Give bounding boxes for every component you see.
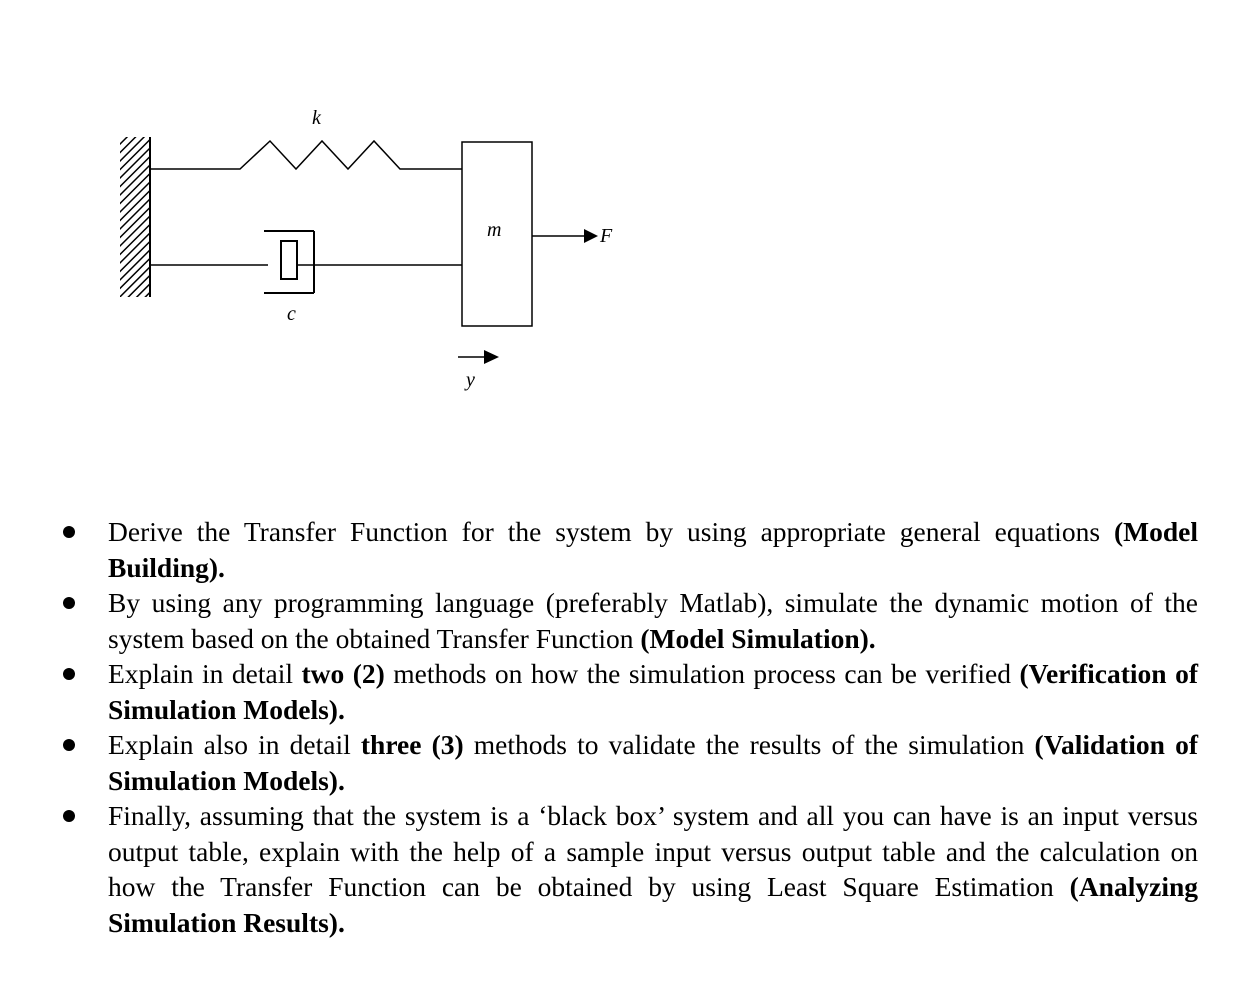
task-text: methods on how the simulation process can be verified — [384, 658, 1020, 689]
task-text: Derive the Transfer Function for the system by using appropriate general equations — [108, 516, 1114, 547]
task-text-bold: two (2) — [301, 658, 385, 689]
displacement-label: y — [466, 369, 475, 391]
fixed-wall — [120, 137, 150, 297]
task-text: By using any programming language (preferably Matlab), simulate the dynamic motion of the system based on the obtained Transfer Function — [108, 587, 1198, 654]
task-item — [58, 656, 1198, 727]
spring-label: k — [312, 107, 321, 129]
spring — [150, 141, 462, 169]
bullet-icon — [63, 668, 75, 680]
task-text-bold: three (3) — [360, 729, 464, 760]
task-text-bold: (Verification of Simulation Models). — [108, 658, 1198, 725]
task-text: Explain also in detail — [108, 729, 361, 760]
damper — [150, 231, 462, 293]
bullet-icon — [63, 739, 75, 751]
task-text: methods to validate the results of the simulation — [463, 729, 1035, 760]
task-text: Explain in detail — [108, 658, 302, 689]
task-text-bold: (Model Building). — [108, 516, 1198, 583]
displacement-arrow — [458, 350, 499, 364]
task-item — [58, 727, 1198, 798]
force-arrow — [532, 229, 598, 243]
task-text-bold: (Validation of Simulation Models). — [108, 729, 1198, 796]
bullet-icon — [63, 810, 75, 822]
task-item — [58, 514, 1198, 585]
task-text-bold: (Model Simulation). — [640, 622, 876, 654]
task-text-bold: (Analyzing Simulation Results). — [108, 871, 1198, 938]
task-text: Finally, assuming that the system is a ‘black box’ system and all you can have is an input versus output table, explain with the help of a sample input versus output table and the calculation on how the Transfer Function can be obtained by using Least Square Estimation — [108, 800, 1198, 902]
task-list — [58, 514, 1198, 940]
task-item — [58, 798, 1198, 940]
force-label: F — [600, 225, 613, 247]
bullet-icon — [63, 597, 75, 609]
mass-label: m — [487, 219, 502, 241]
damper-label: c — [287, 303, 296, 325]
mass-spring-damper-diagram — [0, 0, 700, 420]
task-item — [58, 585, 1198, 656]
bullet-icon — [63, 526, 75, 538]
